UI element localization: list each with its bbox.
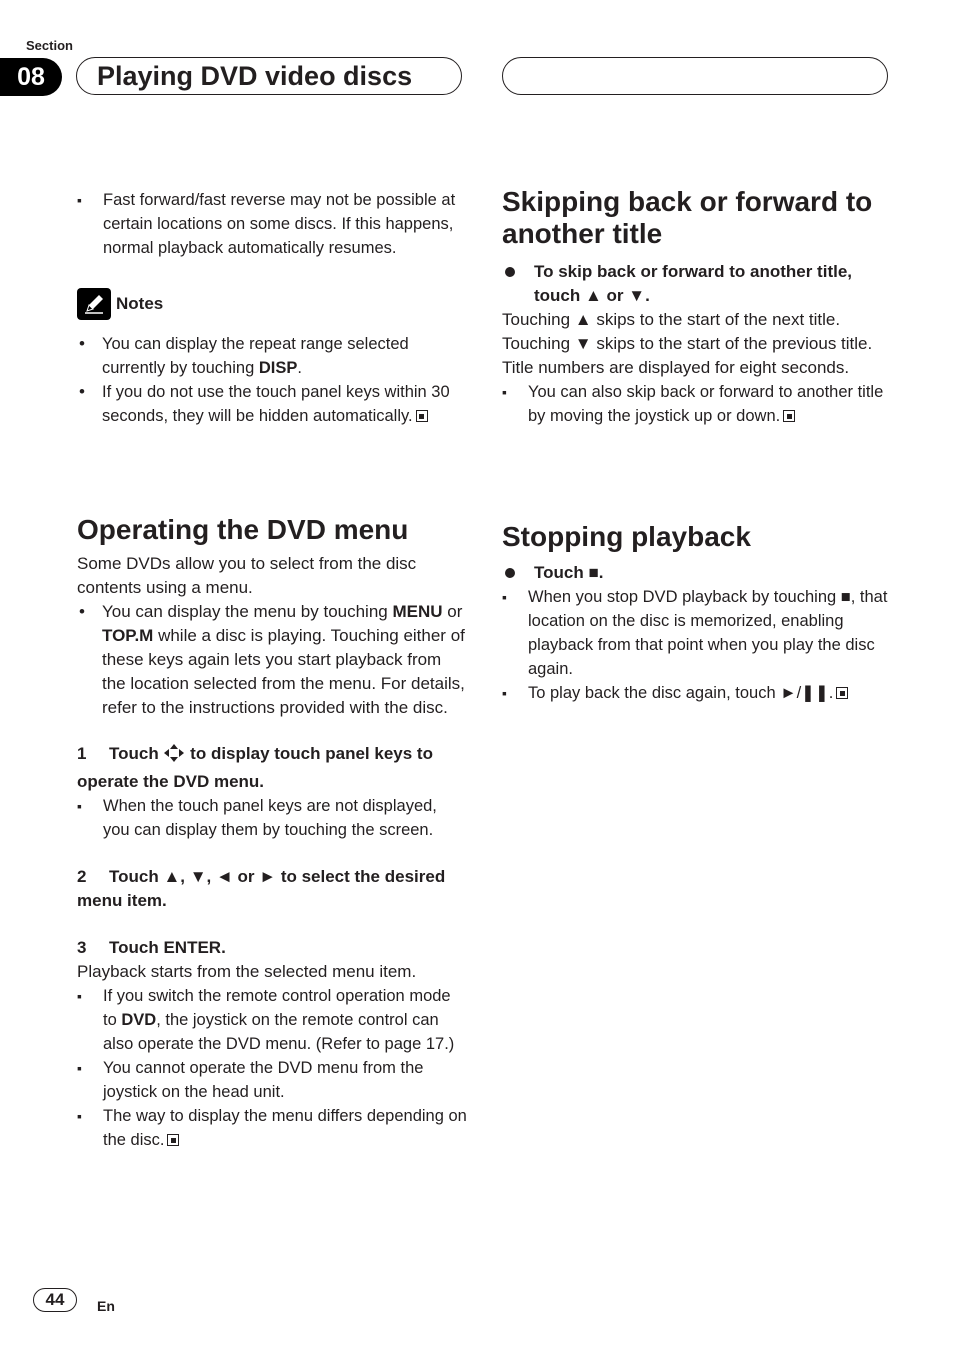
dvd-menu-bullet: • You can display the menu by touching MENU or TOP.M while a disc is playing. Touching either of these keys again lets you start playback from the location selected from the menu. For details, refer to the instructions provided with the disc. — [77, 600, 467, 720]
pencil-icon — [77, 288, 111, 320]
intro-note: ▪ Fast forward/fast reverse may not be possible at certain locations on some discs. If this happens, normal playback automatically resumes. — [77, 188, 467, 260]
notes-heading: Notes — [116, 294, 164, 313]
stop-playback-instruction: Touch ■. — [502, 561, 894, 585]
section-title: Playing DVD video discs — [76, 57, 462, 95]
step-3-note-differs: ▪ The way to display the menu differs depending on the disc. — [77, 1104, 467, 1152]
step-3-note-head-unit: ▪ You cannot operate the DVD menu from the joystick on the head unit. — [77, 1056, 467, 1104]
skip-title-instruction: To skip back or forward to another title, touch ▲ or ▼. — [502, 260, 894, 308]
step-1-note: ▪ When the touch panel keys are not displayed, you can display them by touching the screen. — [77, 794, 467, 842]
dvd-menu-section — [77, 514, 467, 1152]
skip-title-duration: Title numbers are displayed for eight seconds. — [502, 358, 850, 377]
end-mark-icon — [836, 687, 848, 699]
dvd-menu-intro: Some DVDs allow you to select from the disc contents using a menu. — [77, 554, 417, 597]
section-number-tab: 08 — [0, 58, 62, 96]
stop-playback-section — [502, 521, 894, 705]
stop-playback-note-resume: ▪ To play back the disc again, touch ►/❚❚. — [502, 681, 894, 705]
end-mark-icon — [167, 1134, 179, 1146]
intro-note-block — [77, 188, 467, 260]
step-2: 2 Touch ▲, ▼, ◄ or ► to select the desired menu item. — [77, 867, 446, 910]
dvd-menu-heading: Operating the DVD menu — [77, 514, 409, 545]
skip-title-note: ▪ You can also skip back or forward to another title by moving the joystick up or down. — [502, 380, 894, 428]
end-mark-icon — [783, 410, 795, 422]
note-repeat-range: • You can display the repeat range selected currently by touching DISP. — [77, 332, 467, 380]
skip-title-heading: Skipping back or forward to another title — [502, 186, 873, 249]
notes-header — [77, 288, 467, 320]
skip-title-section — [502, 186, 894, 428]
end-mark-icon — [416, 410, 428, 422]
step-3-note-remote: ▪ If you switch the remote control operation mode to DVD, the joystick on the remote control can also operate the DVD menu. (Refer to page 17.) — [77, 984, 467, 1056]
step-3: 3 Touch ENTER. — [77, 938, 226, 957]
section-label: Section — [26, 38, 73, 53]
header-blank-pill — [502, 57, 888, 95]
step-3-body: Playback starts from the selected menu item. — [77, 962, 417, 981]
page-number: 44 — [33, 1288, 77, 1312]
stop-playback-note-memory: ▪ When you stop DVD playback by touching ■, that location on the disc is memorized, enabling playback from that point when you play the disc again. — [502, 585, 894, 681]
step-1: 1 Touch to display touch panel keys to operate the DVD menu. — [77, 744, 433, 791]
four-way-arrows-icon — [163, 743, 185, 770]
note-hide-keys: • If you do not use the touch panel keys within 30 seconds, they will be hidden automatically. — [77, 380, 467, 428]
language-label: En — [97, 1298, 115, 1314]
stop-playback-heading: Stopping playback — [502, 521, 751, 552]
skip-title-body: Touching ▲ skips to the start of the next title. Touching ▼ skips to the start of the previous title. — [502, 310, 873, 353]
notes-block — [77, 288, 467, 428]
